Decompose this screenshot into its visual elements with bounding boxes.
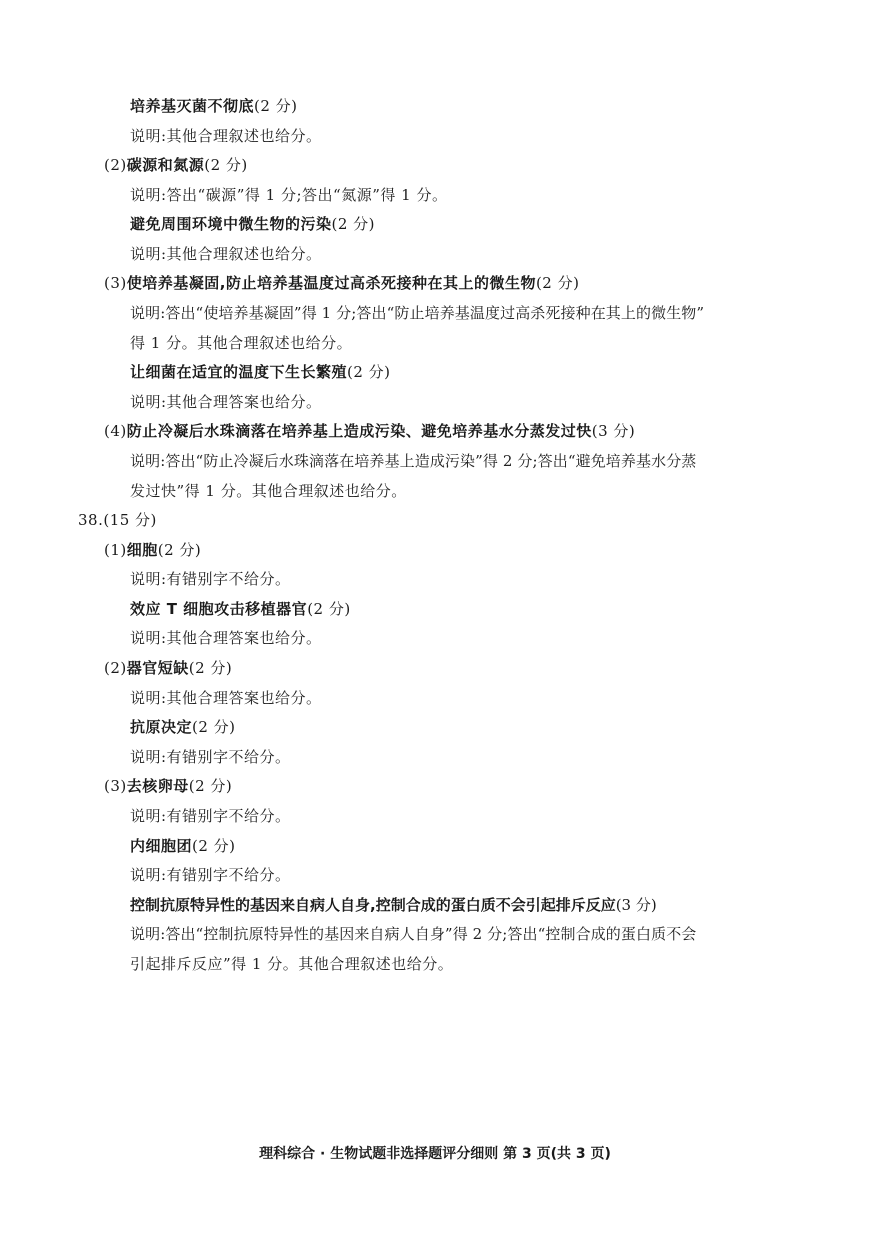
answer-line — [104, 776, 232, 796]
answer-line — [130, 717, 236, 737]
note-line — [130, 628, 322, 648]
score-text: (2 分) — [204, 156, 248, 174]
answer-text: 器官短缺 — [126, 659, 189, 677]
note-line — [130, 126, 322, 146]
note-line — [130, 244, 322, 264]
answer-line — [104, 421, 635, 441]
answer-text: 避免周围环境中微生物的污染 — [130, 215, 332, 233]
note-text: 说明:答出“使培养基凝固”得 1 分;答出“防止培养基温度过高杀死接种在其上的微生物” — [130, 304, 705, 322]
score-text: (2 分) — [307, 600, 351, 618]
answer-text: 培养基灭菌不彻底 — [130, 97, 255, 115]
answer-text: 控制抗原特异性的基因来自病人自身,控制合成的蛋白质不会引起排斥反应 — [130, 896, 616, 914]
score-text: (2 分) — [188, 777, 233, 795]
note-text: 说明:其他合理答案也给分。 — [130, 629, 322, 647]
note-line — [130, 451, 696, 471]
question-heading — [78, 510, 157, 530]
note-text: 说明:有错别字不给分。 — [130, 866, 291, 884]
note-line — [130, 924, 696, 944]
answer-text: 内细胞团 — [130, 837, 193, 855]
note-text: 说明:有错别字不给分。 — [130, 570, 291, 588]
note-line — [130, 333, 352, 353]
answer-line — [104, 273, 579, 293]
note-line — [130, 303, 704, 323]
page-footer: 理科综合 · 生物试题非选择题评分细则 第 3 页(共 3 页) — [259, 1146, 611, 1162]
answer-text: 让细菌在适宜的温度下生长繁殖 — [130, 363, 348, 381]
note-line — [130, 481, 407, 501]
score-text: (2 分) — [254, 97, 298, 115]
note-text: 说明:其他合理答案也给分。 — [130, 393, 322, 411]
note-text: 说明:答出“防止冷凝后水珠滴落在培养基上造成污染”得 2 分;答出“避免培养基水分蒸 — [130, 452, 697, 470]
note-line — [130, 806, 291, 826]
answer-text: 效应 T 细胞攻击移植器官 — [130, 600, 308, 618]
note-line — [130, 392, 322, 412]
answer-text: 防止冷凝后水珠滴落在培养基上造成污染、避免培养基水分蒸发过快 — [126, 422, 592, 440]
question-number: 38.(15 分) — [78, 511, 157, 529]
score-text: (3 分) — [615, 896, 657, 914]
item-number: (4) — [104, 422, 127, 440]
score-text: (2 分) — [157, 541, 202, 559]
note-line — [130, 954, 453, 974]
note-text: 说明:答出“碳源”得 1 分;答出“氮源”得 1 分。 — [130, 186, 448, 204]
note-text: 引起排斥反应”得 1 分。其他合理叙述也给分。 — [130, 955, 454, 973]
score-text: (2 分) — [192, 837, 236, 855]
item-number: (2) — [104, 659, 127, 677]
answer-line — [130, 836, 236, 856]
answer-text: 碳源和氮源 — [126, 156, 205, 174]
note-line — [130, 569, 291, 589]
answer-line — [130, 362, 391, 382]
item-number: (3) — [104, 777, 127, 795]
answer-line — [130, 599, 351, 619]
answer-line — [104, 658, 232, 678]
answer-line — [104, 540, 201, 560]
item-number: (2) — [104, 156, 127, 174]
note-line — [130, 688, 322, 708]
answer-line — [130, 214, 375, 234]
score-text: (2 分) — [535, 274, 580, 292]
score-text: (2 分) — [331, 215, 376, 233]
note-text: 得 1 分。其他合理叙述也给分。 — [130, 334, 353, 352]
answer-text: 使培养基凝固,防止培养基温度过高杀死接种在其上的微生物 — [126, 274, 536, 292]
note-text: 发过快”得 1 分。其他合理叙述也给分。 — [130, 482, 407, 500]
score-text: (2 分) — [188, 659, 233, 677]
answer-text: 去核卵母 — [126, 777, 189, 795]
score-text: (2 分) — [347, 363, 391, 381]
item-number: (1) — [104, 541, 127, 559]
note-text: 说明:其他合理答案也给分。 — [130, 689, 322, 707]
note-line — [130, 185, 447, 205]
answer-line — [130, 895, 657, 915]
note-text: 说明:有错别字不给分。 — [130, 748, 291, 766]
note-text: 说明:有错别字不给分。 — [130, 807, 291, 825]
note-line — [130, 865, 291, 885]
note-text: 说明:其他合理叙述也给分。 — [130, 245, 322, 263]
answer-text: 抗原决定 — [130, 718, 193, 736]
answer-text: 细胞 — [126, 541, 158, 559]
note-text: 说明:答出“控制抗原特异性的基因来自病人自身”得 2 分;答出“控制合成的蛋白质不会 — [130, 925, 697, 943]
item-number: (3) — [104, 274, 127, 292]
answer-line — [130, 96, 298, 116]
score-text: (2 分) — [192, 718, 236, 736]
note-line — [130, 747, 291, 767]
score-text: (3 分) — [591, 422, 636, 440]
note-text: 说明:其他合理叙述也给分。 — [130, 127, 322, 145]
answer-line — [104, 155, 248, 175]
